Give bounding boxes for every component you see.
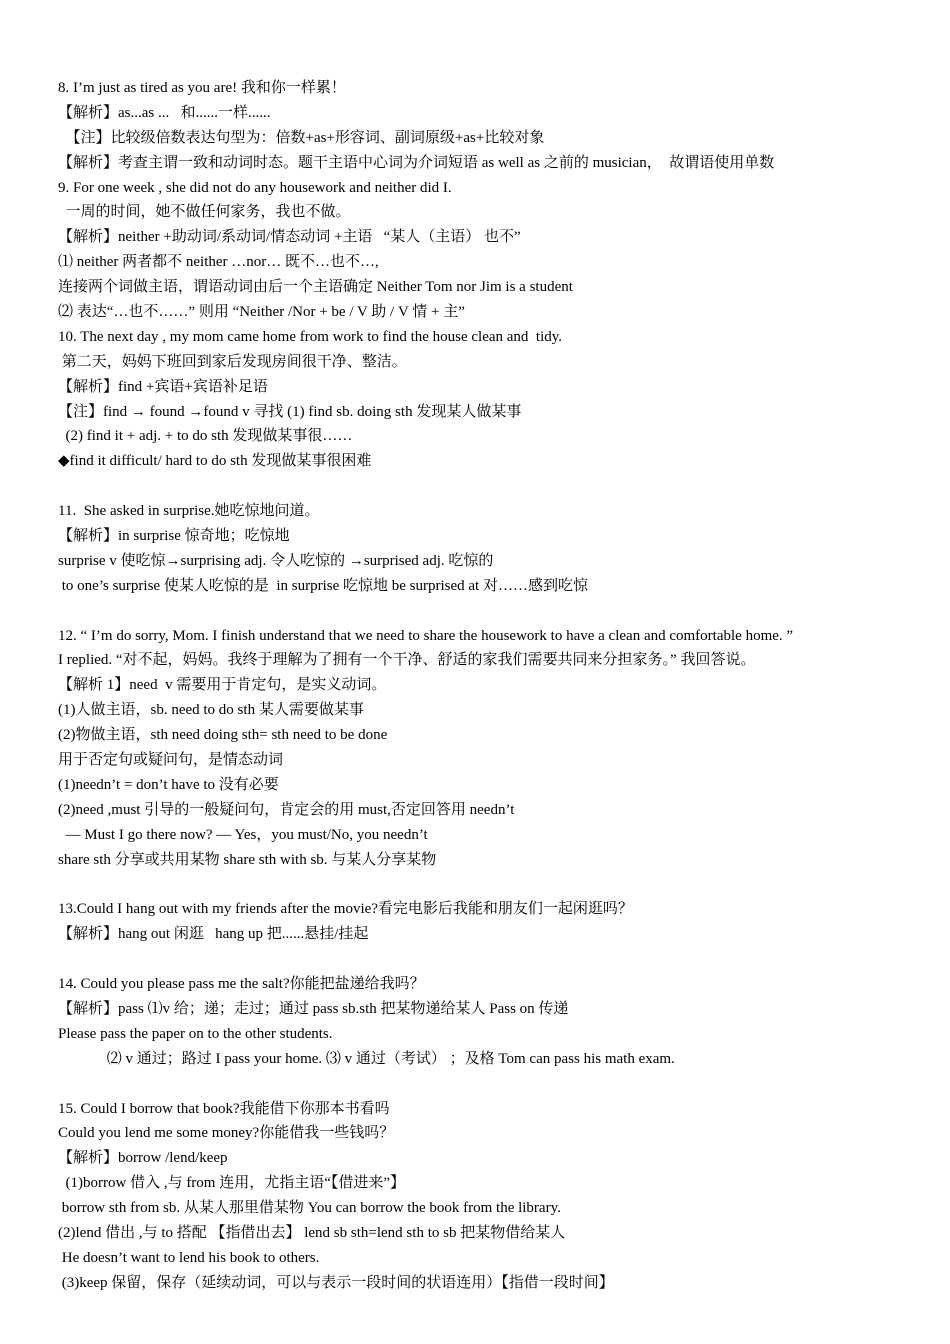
blank-line xyxy=(58,873,918,898)
text-line: Could you lend me some money?你能借我一些钱吗？ xyxy=(58,1125,395,1142)
text-line: 【注】find → found →found v 寻找 (1) find sb. doing sth 发现某人做某事 xyxy=(58,403,522,420)
text-line: (3)keep 保留，保存（延续动词，可以与表示一段时间的状语连用）【指借一段时间】 xyxy=(58,1274,614,1291)
text-line: 11. She asked in surprise.她吃惊地问道。 xyxy=(58,503,320,520)
text-line: 【解析】neither +助动词/系动词/情态动词 +主语 “某人（主语） 也不” xyxy=(58,229,521,246)
text-line: 第二天，妈妈下班回到家后发现房间很干净、整洁。 xyxy=(58,353,407,370)
text-line: (1)borrow 借入 ,与 from 连用，尤指主语“【借进来”】 xyxy=(58,1175,406,1192)
text-line: 13.Could I hang out with my friends after the movie?看完电影后我能和朋友们一起闲逛吗？ xyxy=(58,901,633,918)
text-line: 【解析】考查主谓一致和动词时态。题干主语中心词为介词短语 as well as 之前的 musician， 故谓语使用单数 xyxy=(58,154,775,171)
text-line: (2)物做主语，sth need doing sth= sth need to be done xyxy=(58,727,388,744)
blank-line xyxy=(58,947,918,972)
text-line: 【解析】in surprise 惊奇地；吃惊地 xyxy=(58,528,290,545)
text-line: Please pass the paper on to the other students. xyxy=(58,1025,333,1042)
text-line: I replied. “对不起，妈妈。我终于理解为了拥有一个干净、舒适的家我们需要共同来分担家务。” 我回答说。 xyxy=(58,652,756,669)
text-line: ◆find it difficult/ hard to do sth 发现做某事很困难 xyxy=(58,453,372,470)
text-line: 一周的时间，她不做任何家务，我也不做。 xyxy=(58,204,351,221)
text-line: 15. Could I borrow that book?我能借下你那本书看吗 xyxy=(58,1100,390,1117)
text-line: (1)人做主语，sb. need to do sth 某人需要做某事 xyxy=(58,702,364,719)
blank-line xyxy=(58,599,918,624)
document-page xyxy=(58,76,918,1296)
text-line: 【解析】borrow /lend/keep xyxy=(58,1150,228,1167)
text-line: (1)needn’t = don’t have to 没有必要 xyxy=(58,776,279,793)
text-line: ⑵ 表达“…也不……” 则用 “Neither /Nor + be / V 助 / V 情 + 主” xyxy=(58,304,465,321)
text-line: (2) find it + adj. + to do sth 发现做某事很…… xyxy=(58,428,353,445)
text-line: 【解析】pass ⑴v 给；递；走过；通过 pass sb.sth 把某物递给某人 Pass on 传递 xyxy=(58,1000,569,1017)
text-line: 【解析 1】need v 需要用于肯定句，是实义动词。 xyxy=(58,677,387,694)
text-line: 9. For one week , she did not do any housework and neither did I. xyxy=(58,179,452,196)
blank-line xyxy=(58,1072,918,1097)
text-line: (2)need ,must 引导的一般疑问句，肯定会的用 must,否定回答用 needn’t xyxy=(58,801,515,818)
text-line: ⑵ v 通过；路过 I pass your home. ⑶ v 通过（考试） ；及格 Tom can pass his math exam. xyxy=(58,1050,675,1067)
text-line: (2)lend 借出 ,与 to 搭配 【指借出去】 lend sb sth=lend sth to sb 把某物借给某人 xyxy=(58,1224,566,1241)
text-line: share sth 分享或共用某物 share sth with sb. 与某人分享某物 xyxy=(58,851,437,868)
text-line: — Must I go there now? — Yes，you must/No, you needn’t xyxy=(58,826,428,843)
text-line: ⑴ neither 两者都不 neither …nor… 既不…也不…, xyxy=(58,254,379,271)
text-line: 【解析】hang out 闲逛 hang up 把......悬挂/挂起 xyxy=(58,926,369,943)
text-line: 10. The next day , my mom came home from work to find the house clean and tidy. xyxy=(58,328,563,345)
blank-line xyxy=(58,474,918,499)
text-line: 用于否定句或疑问句，是情态动词 xyxy=(58,752,284,769)
text-line: 14. Could you please pass me the salt?你能把盐递给我吗？ xyxy=(58,976,425,993)
text-line: 8. I’m just as tired as you are! 我和你一样累！ xyxy=(58,80,346,96)
text-line: 【解析】find +宾语+宾语补足语 xyxy=(58,378,268,395)
text-line: surprise v 使吃惊→surprising adj. 令人吃惊的 →surprised adj. 吃惊的 xyxy=(58,552,494,569)
text-line: borrow sth from sb. 从某人那里借某物 You can borrow the book from the library. xyxy=(58,1200,561,1217)
text-line: 连接两个词做主语，谓语动词由后一个主语确定 Neither Tom nor Jim is a student xyxy=(58,279,573,296)
text-line: He doesn’t want to lend his book to others. xyxy=(58,1249,320,1266)
text-line: 12. “ I’m do sorry, Mom. I finish understand that we need to share the housework to have a clean and comfortable home. ” xyxy=(58,627,794,644)
text-line: to one’s surprise 使某人吃惊的是 in surprise 吃惊地 be surprised at 对……感到吃惊 xyxy=(58,577,588,594)
text-line: 【注】比较级倍数表达句型为：倍数+as+形容词、副词原级+as+比较对象 xyxy=(58,129,545,146)
text-line: 【解析】as...as ... 和......一样...... xyxy=(58,104,271,121)
